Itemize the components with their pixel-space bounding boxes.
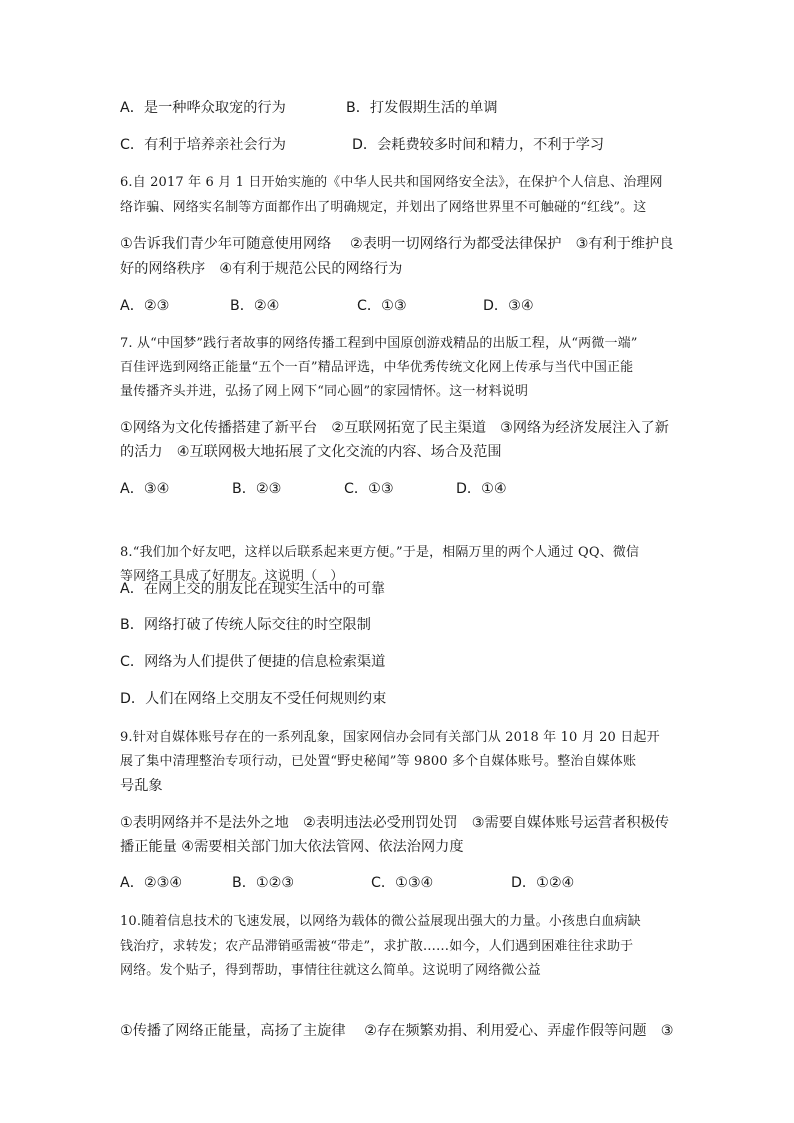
q7-stem-line-2: 百佳评选到网络正能量“五个一百”精品评选，中华优秀传统文化网上传承与当代中国正能 bbox=[120, 360, 634, 375]
q6-option-b: B．②④ bbox=[230, 298, 280, 314]
q7-option-d: D．①④ bbox=[456, 481, 507, 497]
q8-option-c: C．网络为人们提供了便捷的信息检索渠道 bbox=[120, 654, 386, 670]
q9-option-b: B．①②③ bbox=[232, 875, 295, 891]
q7-option-c: C．①③ bbox=[344, 481, 394, 497]
q10-statement-line-1: ①传播了网络正能量，高扬了主旋律 ②存在频繁劝捐、利用爱心、弄虚作假等问题 ③ bbox=[120, 1023, 674, 1039]
q7-stem-line-3: 量传播齐头并进，弘扬了网上网下“同心圆”的家园情怀。这一材料说明 bbox=[120, 384, 529, 399]
q8-option-d: D．人们在网络上交朋友不受任何规则约束 bbox=[120, 691, 387, 707]
q8-stem-line-1: 8.“我们加个好友吧，这样以后联系起来更方便。”于是，相隔万里的两个人通过 QQ、微信 bbox=[120, 545, 640, 560]
q9-option-a: A．②③④ bbox=[120, 875, 183, 891]
q6-statement-line-1: ①告诉我们青少年可随意使用网络 ②表明一切网络行为都受法律保护 ③有利于维护良 bbox=[120, 236, 674, 252]
q6-statement-line-2: 好的网络秩序 ④有利于规范公民的网络行为 bbox=[120, 261, 403, 277]
q7-stem-line-1: 7. 从“中国梦”践行者故事的网络传播工程到中国原创游戏精品的出版工程，从“两微一端” bbox=[120, 336, 638, 351]
q6-stem-line-2: 络诈骗、网络实名制等方面都作出了明确规定，并划出了网络世界里不可触碰的“红线”。这 bbox=[120, 200, 647, 215]
q9-stem-line-1: 9.针对自媒体账号存在的一系列乱象，国家网信办会同有关部门从 2018 年 10 月 20 日起开 bbox=[120, 730, 660, 745]
q5-option-a: A．是一种哗众取宠的行为 bbox=[120, 100, 286, 116]
q7-option-b: B．②③ bbox=[232, 481, 282, 497]
q10-stem-line-1: 10.随着信息技术的飞速发展，以网络为载体的微公益展现出强大的力量。小孩患白血病缺 bbox=[120, 914, 641, 929]
q8-option-b: B．网络打破了传统人际交往的时空限制 bbox=[120, 617, 371, 633]
q9-option-d: D．①②④ bbox=[511, 875, 575, 891]
q5-option-c: C．有利于培养亲社会行为 bbox=[120, 137, 286, 153]
q8-option-a: A．在网上交的朋友比在现实生活中的可靠 bbox=[120, 581, 386, 597]
q6-stem-line-1: 6.自 2017 年 6 月 1 日开始实施的《中华人民共和国网络安全法》，在保护个人信息、治理网 bbox=[120, 175, 663, 190]
q9-option-c: C．①③④ bbox=[371, 875, 434, 891]
q7-statement-line-1: ①网络为文化传播搭建了新平台 ②互联网拓宽了民主渠道 ③网络为经济发展注入了新 bbox=[120, 420, 669, 436]
q8-stem-line-2: 等网络工具成了好朋友。这说明（ ） bbox=[120, 569, 344, 584]
q9-statement-line-1: ①表明网络并不是法外之地 ②表明违法必受刑罚处罚 ③需要自媒体账号运营者积极传 bbox=[120, 815, 669, 831]
q5-option-d: D．会耗费较多时间和精力，不利于学习 bbox=[352, 137, 605, 153]
q6-option-d: D．③④ bbox=[483, 298, 534, 314]
q6-option-c: C．①③ bbox=[357, 298, 407, 314]
q9-stem-line-3: 号乱象 bbox=[120, 778, 163, 794]
q5-option-b: B．打发假期生活的单调 bbox=[346, 100, 498, 116]
q7-statement-line-2: 的活力 ④互联网极大地拓展了文化交流的内容、场合及范围 bbox=[120, 444, 502, 460]
q7-option-a: A．③④ bbox=[120, 481, 170, 497]
q6-option-a: A．②③ bbox=[120, 298, 170, 314]
q10-stem-line-3: 网络。发个贴子，得到帮助，事情往往就这么简单。这说明了网络微公益 bbox=[120, 963, 541, 978]
q9-stem-line-2: 展了集中清理整治专项行动，已处置“野史秘闻”等 9800 多个自媒体账号。整治自媒体账 bbox=[120, 754, 637, 769]
q10-stem-line-2: 钱治疗，求转发；农产品滞销亟需被“带走”，求扩散……如今，人们遇到困难往往求助于 bbox=[120, 939, 634, 954]
q9-statement-line-2: 播正能量 ④需要相关部门加大依法管网、依法治网力度 bbox=[120, 839, 464, 855]
